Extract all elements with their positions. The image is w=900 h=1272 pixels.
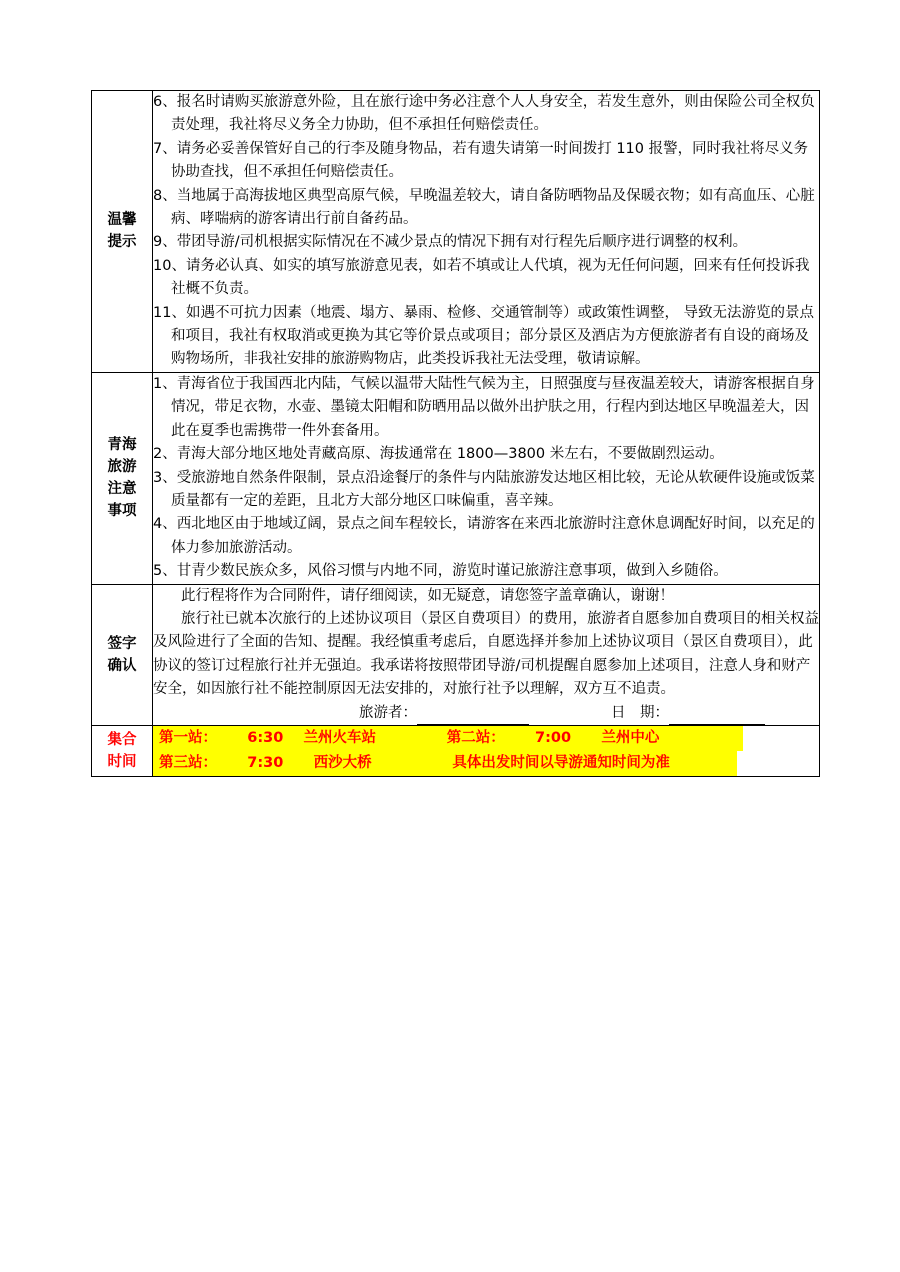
note-item: 3、受旅游地自然条件限制，景点沿途餐厅的条件与内陆旅游发达地区相比较，无论从软硬件设施或饭菜质量都有一定的差距，且北方大部分地区口味偏重，喜辛辣。 bbox=[153, 469, 815, 509]
assembly-stops-row-1: 第一站： 6:30 兰州火车站 第二站： 7:00 兰州中心 bbox=[153, 726, 743, 751]
sign-content bbox=[153, 584, 820, 725]
assembly-row bbox=[92, 725, 820, 776]
tourist-signature-field[interactable] bbox=[417, 706, 529, 725]
itinerary-table bbox=[91, 90, 820, 777]
tips-label bbox=[92, 91, 153, 373]
notes-row bbox=[92, 372, 820, 584]
tips-row bbox=[92, 91, 820, 373]
tip-item: 9、带团导游/司机根据实际情况在不减少景点的情况下拥有对行程先后顺序进行调整的权利。 bbox=[153, 234, 748, 251]
sign-agreement: 旅行社已就本次旅行的上述协议项目（景区自费项目）的费用，旅游者自愿参加自费项目的相关权益及风险进行了全面的告知、提醒。我经慎重考虑后，自愿选择并参加上述协议项目（景区自费项目），此协议的签订过程旅行社并无强迫。我承诺将按照带团导游/司机提醒自愿参加上述项目，注意人身和财产安全，如因旅行社不能控制原因无法安排的，对旅行社予以理解，双方互不追责。 bbox=[153, 610, 819, 698]
assembly-stops-row-2: 第三站： 7:30 西沙大桥 具体出发时间以导游通知时间为准 bbox=[153, 751, 737, 776]
label-line: 旅游 bbox=[107, 459, 137, 476]
sign-label bbox=[92, 584, 153, 725]
tip-item: 8、当地属于高海拔地区典型高原气候，早晚温差较大，请自备防晒物品及保暖衣物；如有高血压、心脏病、哮喘病的游客请出行前自备药品。 bbox=[153, 187, 815, 228]
label-line: 提示 bbox=[107, 234, 137, 251]
date-field[interactable] bbox=[669, 706, 765, 725]
assembly-label bbox=[92, 725, 153, 776]
notes-label bbox=[92, 372, 153, 584]
label-line: 集合 bbox=[107, 731, 137, 748]
notes-content bbox=[153, 372, 820, 584]
tip-item: 6、报名时请购买旅游意外险，且在旅行途中务必注意个人人身安全，若发生意外，则由保险公司全权负责处理，我社将尽义务全力协助，但不承担任何赔偿责任。 bbox=[153, 94, 815, 134]
tip-item: 7、请务必妥善保管好自己的行李及随身物品，若有遗失请第一时间拨打 110 报警，同时我社将尽义务协助查找，但不承担任何赔偿责任。 bbox=[153, 140, 809, 181]
label-line: 确认 bbox=[107, 657, 137, 674]
date-label: 日 期： bbox=[611, 704, 669, 721]
label-line: 青海 bbox=[107, 437, 137, 454]
sign-row bbox=[92, 584, 820, 725]
label-line: 时间 bbox=[107, 753, 137, 770]
tip-item: 11、如遇不可抗力因素（地震、塌方、暴雨、检修、交通管制等）或政策性调整， 导致无法游览的景点和项目，我社有权取消或更换为其它等价景点或项目；部分景区及酒店为方便旅游者有自设的商场及购物场所，非我社安排的旅游购物店，此类投诉我社无法受理，敬请谅解。 bbox=[153, 304, 815, 368]
tip-item: 10、请务必认真、如实的填写旅游意见表，如若不填或让人代填，视为无任何问题，回来有任何投诉我社概不负责。 bbox=[153, 257, 810, 298]
note-item: 2、青海大部分地区地处青藏高原、海拔通常在 1800—3800 米左右，不要做剧烈运动。 bbox=[153, 446, 724, 463]
label-line: 签字 bbox=[107, 635, 137, 652]
label-line: 温馨 bbox=[107, 212, 137, 229]
label-line: 注意 bbox=[107, 481, 137, 498]
note-item: 1、青海省位于我国西北内陆，气候以温带大陆性气候为主，日照强度与昼夜温差较大，请游客根据自身情况，带足衣物，水壶、墨镜太阳帽和防晒用品以做外出护肤之用，行程内到达地区早晚温差大，因此在夏季也需携带一件外套备用。 bbox=[153, 375, 815, 439]
signature-line bbox=[153, 702, 819, 725]
note-item: 5、甘青少数民族众多，风俗习惯与内地不同，游览时谨记旅游注意事项，做到入乡随俗。 bbox=[153, 563, 728, 580]
label-line: 事项 bbox=[107, 503, 137, 520]
tips-content bbox=[153, 91, 820, 373]
assembly-content bbox=[153, 725, 820, 776]
sign-intro: 此行程将作为合同附件，请仔细阅读，如无疑意，请您签字盖章确认，谢谢！ bbox=[181, 587, 674, 604]
note-item: 4、西北地区由于地域辽阔，景点之间车程较长，请游客在来西北旅游时注意休息调配好时间，以充足的体力参加旅游活动。 bbox=[153, 516, 815, 556]
tourist-label: 旅游者： bbox=[359, 704, 417, 721]
